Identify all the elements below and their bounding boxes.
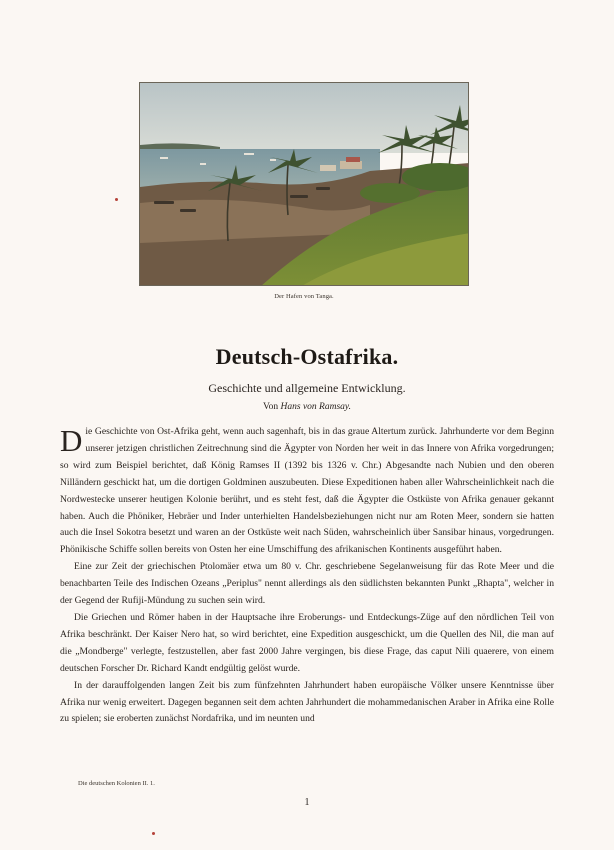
paragraph-text: ie Geschichte von Ost-Afrika geht, wenn auch sagenhaft, bis in das graue Altertum zurück. Jahrhunderte vor dem Beginn unserer jetzigen christlichen Zeitrechnung sind die Ägypter von Norden her weit in das Innere von Afrika vorgedrungen; so wird zum Beispiel berichtet, daß König Ramses II (1392 bis 1326 v. Chr.) Abgesandte nach Nubien und den oberen Nilländern geschickt hat, um die dortigen Goldminen auszubeuten. Diese Expeditionen haben aller Wahrscheinlichkeit nach die Nordwestecke unserer heutigen Kolonie berührt, und es steht fest, daß die Ägypter die Ostküste von Afrika genauer gekannt haben. Auch die Phöniker, Hebräer und Inder unterhielten Handelsbeziehungen nicht nur am Roten Meer, sondern sie hatten auch die Insel Sokotra besetzt und waren an der Ostküste weit nach Süden, wahrscheinlich über Sansibar hinaus, vorgedrungen. Phönikische Schiffe sollen bereits von Osten her eine Umschiffung des afrikanischen Kontinents ausgeführt haben.: [60, 426, 554, 556]
paragraph: Die Griechen und Römer haben in der Hauptsache ihre Eroberungs- und Entdeckungs-Züge auf den nördlichen Teil von Afrika beschränkt. Der Kaiser Nero hat, so wird berichtet, eine Expedition ausgeschickt, um die Quellen des Nil, die man auf die „Mondberge" verlegte, festzustellen, aber fast 2000 Jahre vergingen, bis diese Frage, das caput Nili quaerere, von einem deutschen Forscher Dr. Richard Kandt endgültig gelöst wurde.: [60, 611, 554, 674]
page-number: 1: [304, 797, 310, 808]
photo-caption: Der Hafen von Tanga.: [274, 293, 334, 300]
author-name: Hans von Ramsay.: [280, 402, 351, 412]
drop-cap: D: [60, 423, 83, 458]
paper-speck: [152, 832, 155, 835]
paragraph: [60, 424, 554, 559]
paragraph: In der darauffolgenden langen Zeit bis zum fünfzehnten Jahrhundert haben europäische Völker unsere Kenntnisse über Afrika nur wenig erweitert. Dagegen begannen seit dem achten Jahrhundert die mohammedanischen Araber in Afrika eine Rolle zu spielen; sie eroberten zunächst Nordafrika, und im neunten und: [60, 679, 554, 725]
harbor-photo: [139, 82, 469, 286]
article-subtitle: Geschichte und allgemeine Entwicklung.: [208, 381, 406, 395]
paper-speck: [115, 198, 118, 201]
harbor-photo-illustration: [140, 83, 469, 286]
article-byline: [0, 402, 614, 412]
article-body: [60, 424, 554, 728]
article-title: Deutsch-Ostafrika.: [215, 344, 399, 369]
signature-mark: Die deutschen Kolonien II. 1.: [78, 780, 155, 787]
byline-prefix: Von: [263, 402, 279, 412]
paragraph: Eine zur Zeit der griechischen Ptolomäer etwa um 80 v. Chr. geschriebene Segelanweisung für das Rote Meer und die benachbarten Teile des Indischen Ozeans „Periplus" nennt allerdings als den südlichsten bekannten Punkt „Rhapta", welcher in der Gegend der Rufiji-Mündung zu suchen sein wird.: [60, 561, 554, 607]
